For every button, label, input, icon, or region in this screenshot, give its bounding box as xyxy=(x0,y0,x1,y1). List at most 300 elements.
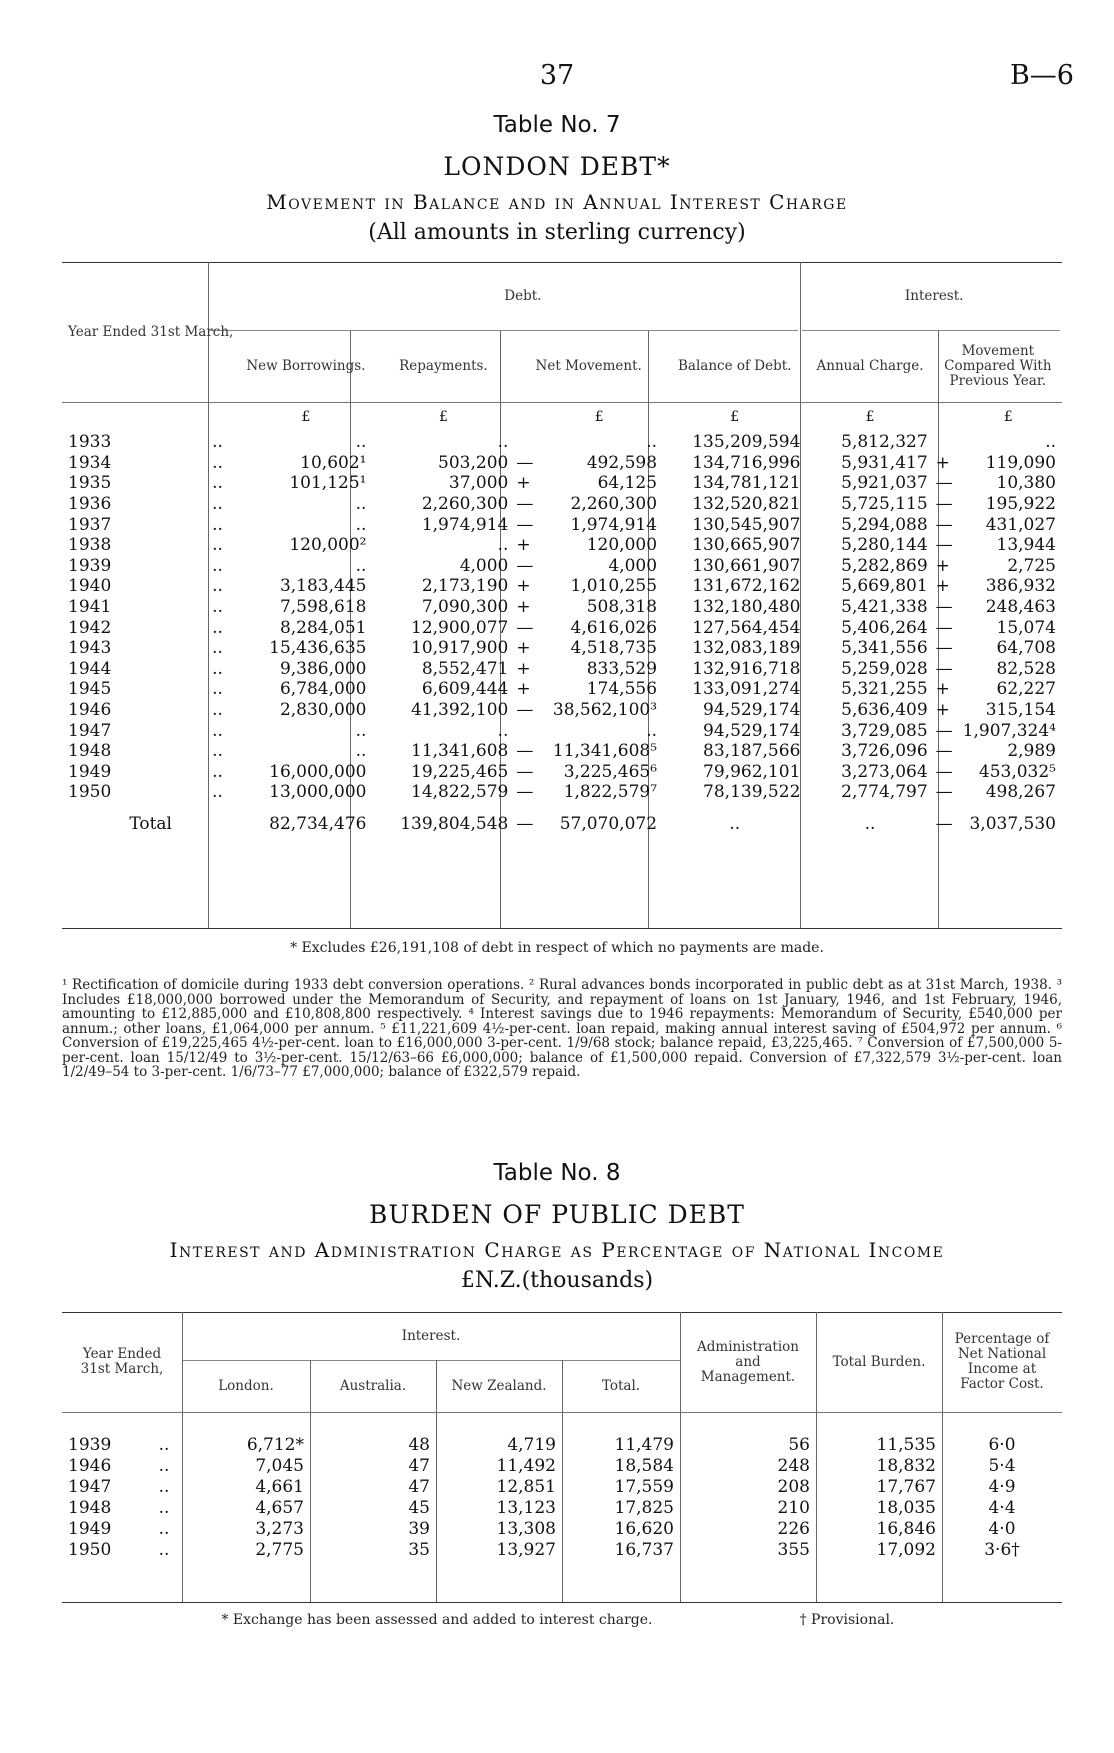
australia-interest: 47 xyxy=(408,1476,430,1497)
movement-compared: 248,463 xyxy=(985,597,1056,618)
net-sign: — xyxy=(516,741,534,762)
balance-of-debt: 130,545,907 xyxy=(692,514,801,535)
percentage-of-income: 4·9 xyxy=(988,1476,1016,1497)
table8-header-australia: Australia. xyxy=(339,1377,407,1394)
new-borrowings: 9,386,000 xyxy=(279,658,367,679)
table8-header-percentage: Percentage of Net National Income at Factor Cost. xyxy=(954,1331,1050,1392)
table-row xyxy=(62,1518,1062,1539)
total-burden: 16,846 xyxy=(876,1518,936,1539)
total-burden: 17,767 xyxy=(876,1476,936,1497)
table-row xyxy=(62,494,1062,515)
net-sign: — xyxy=(516,452,534,473)
table8-star-note: * Exchange has been assessed and added to interest charge. xyxy=(221,1612,653,1628)
total-annual-charge: .. xyxy=(864,813,876,834)
annual-charge: 5,812,327 xyxy=(841,432,928,453)
new-borrowings: 6,784,000 xyxy=(279,679,367,700)
movement-sign: + xyxy=(935,555,950,576)
net-movement: 4,000 xyxy=(608,555,658,576)
row-year: 1946 xyxy=(68,1455,112,1476)
total-interest: 11,479 xyxy=(614,1434,674,1455)
table8-header-admin: Administration and Management. xyxy=(697,1338,799,1385)
net-sign: + xyxy=(516,597,531,618)
table-row xyxy=(62,762,1062,783)
movement-compared: 10,380 xyxy=(996,473,1056,494)
movement-compared: 119,090 xyxy=(985,452,1056,473)
administration-charge: 355 xyxy=(777,1539,810,1560)
annual-charge: 2,774,797 xyxy=(841,782,928,803)
table-row xyxy=(62,556,1062,577)
new-borrowings: .. xyxy=(355,555,367,576)
repayments: 1,974,914 xyxy=(421,514,509,535)
row-dots: .. xyxy=(212,679,223,700)
total-repayments: 139,804,548 xyxy=(400,813,509,834)
total-burden: 18,832 xyxy=(876,1455,936,1476)
table-row xyxy=(62,659,1062,680)
movement-sign: — xyxy=(935,761,953,782)
net-movement: 38,562,100³ xyxy=(552,700,658,721)
movement-sign: — xyxy=(935,638,953,659)
repayments: 41,392,100 xyxy=(411,700,509,721)
annual-charge: 5,921,037 xyxy=(841,473,928,494)
repayments: .. xyxy=(497,432,509,453)
table-row xyxy=(62,720,1062,741)
row-year: 1948 xyxy=(68,1497,112,1518)
table8-dagger-note: † Provisional. xyxy=(799,1612,895,1628)
annual-charge: 5,282,869 xyxy=(841,555,928,576)
row-year: 1936 xyxy=(68,494,112,515)
table-row xyxy=(62,432,1062,453)
new-borrowings: .. xyxy=(355,432,367,453)
australia-interest: 35 xyxy=(408,1539,430,1560)
movement-sign: — xyxy=(935,658,953,679)
repayments: 11,341,608 xyxy=(411,741,509,762)
table8-header-interest: Interest. xyxy=(401,1327,461,1344)
net-movement: 3,225,465⁶ xyxy=(563,761,658,782)
net-sign: — xyxy=(516,761,534,782)
percentage-of-income: 4·0 xyxy=(988,1518,1016,1539)
net-sign: — xyxy=(516,617,534,638)
new-borrowings: 15,436,635 xyxy=(269,638,367,659)
row-dots: .. xyxy=(158,1434,170,1455)
london-interest: 6,712* xyxy=(246,1434,304,1455)
table-row xyxy=(62,473,1062,494)
new-zealand-interest: 13,927 xyxy=(496,1539,556,1560)
new-borrowings: 16,000,000 xyxy=(269,761,367,782)
net-movement: 4,518,735 xyxy=(570,638,658,659)
movement-sign: — xyxy=(935,617,953,638)
new-borrowings: .. xyxy=(355,514,367,535)
table-row xyxy=(62,1476,1062,1497)
table7-title: LONDON DEBT* xyxy=(443,152,671,181)
row-year: 1945 xyxy=(68,679,112,700)
repayments: 14,822,579 xyxy=(411,782,509,803)
administration-charge: 208 xyxy=(777,1476,810,1497)
net-sign: — xyxy=(516,782,534,803)
new-zealand-interest: 12,851 xyxy=(496,1476,556,1497)
table-row xyxy=(62,700,1062,721)
repayments: 6,609,444 xyxy=(421,679,509,700)
net-sign: + xyxy=(516,638,531,659)
balance-of-debt: 135,209,594 xyxy=(692,432,801,453)
repayments: 503,200 xyxy=(438,452,509,473)
row-dots: .. xyxy=(158,1455,170,1476)
row-year: 1942 xyxy=(68,617,112,638)
net-sign: + xyxy=(516,535,531,556)
net-movement: 492,598 xyxy=(586,452,658,473)
balance-of-debt: 134,716,996 xyxy=(692,452,801,473)
table-row xyxy=(62,514,1062,535)
movement-compared: 386,932 xyxy=(985,576,1056,597)
table-row xyxy=(62,576,1062,597)
balance-of-debt: 94,529,174 xyxy=(703,700,801,721)
australia-interest: 45 xyxy=(408,1497,430,1518)
annual-charge: 5,406,264 xyxy=(841,617,928,638)
balance-of-debt: 132,180,480 xyxy=(692,597,801,618)
total-label: Total xyxy=(129,813,172,834)
annual-charge: 5,341,556 xyxy=(841,638,928,659)
new-borrowings: 8,284,051 xyxy=(279,617,367,638)
table7-header-movement-compared: Movement Compared With Previous Year. xyxy=(944,342,1052,389)
table-row xyxy=(62,453,1062,474)
annual-charge: 5,636,409 xyxy=(841,700,928,721)
row-year: 1949 xyxy=(68,1518,112,1539)
annual-charge: 5,669,801 xyxy=(841,576,928,597)
movement-sign: + xyxy=(935,576,950,597)
australia-interest: 48 xyxy=(408,1434,430,1455)
new-zealand-interest: 4,719 xyxy=(507,1434,556,1455)
movement-compared: 15,074 xyxy=(996,617,1056,638)
unit-symbol: £ xyxy=(865,409,875,425)
table-row xyxy=(62,617,1062,638)
balance-of-debt: 130,661,907 xyxy=(692,555,801,576)
row-year: 1948 xyxy=(68,741,112,762)
balance-of-debt: 133,091,274 xyxy=(692,679,801,700)
new-borrowings: 2,830,000 xyxy=(279,700,367,721)
total-movement-sign: — xyxy=(935,813,953,834)
row-dots: .. xyxy=(212,700,223,721)
row-year: 1949 xyxy=(68,761,112,782)
table8-header-london: London. xyxy=(218,1377,274,1394)
net-movement: 508,318 xyxy=(586,597,658,618)
net-movement: 120,000 xyxy=(586,535,658,556)
row-dots: .. xyxy=(212,473,223,494)
net-movement: 1,010,255 xyxy=(570,576,658,597)
movement-compared: 1,907,324⁴ xyxy=(962,720,1056,741)
balance-of-debt: 79,962,101 xyxy=(703,761,801,782)
movement-compared: 2,725 xyxy=(1007,555,1056,576)
unit-symbol: £ xyxy=(438,409,448,425)
total-burden: 11,535 xyxy=(876,1434,936,1455)
new-zealand-interest: 13,123 xyxy=(496,1497,556,1518)
percentage-of-income: 3·6† xyxy=(984,1539,1020,1560)
row-dots: .. xyxy=(212,494,223,515)
table8 xyxy=(62,1312,1062,1560)
total-interest: 17,559 xyxy=(614,1476,674,1497)
movement-sign: + xyxy=(935,700,950,721)
annual-charge: 3,729,085 xyxy=(841,720,928,741)
repayments: 19,225,465 xyxy=(411,761,509,782)
repayments: 2,260,300 xyxy=(421,494,509,515)
new-borrowings: .. xyxy=(355,720,367,741)
movement-sign: — xyxy=(935,720,953,741)
total-movement: 3,037,530 xyxy=(969,813,1056,834)
row-year: 1943 xyxy=(68,638,112,659)
row-year: 1944 xyxy=(68,658,112,679)
table-row xyxy=(62,1455,1062,1476)
new-zealand-interest: 13,308 xyxy=(496,1518,556,1539)
annual-charge: 5,259,028 xyxy=(841,658,928,679)
table7-label: Table No. 7 xyxy=(493,112,621,138)
table7-subtitle: Movement in Balance and in Annual Interest Charge xyxy=(266,190,848,214)
row-dots: .. xyxy=(212,761,223,782)
table8-header-total: Total. xyxy=(601,1377,641,1394)
balance-of-debt: 134,781,121 xyxy=(692,473,801,494)
row-year: 1950 xyxy=(68,782,112,803)
row-dots: .. xyxy=(212,514,223,535)
page-number: 37 xyxy=(539,60,575,91)
repayments: 37,000 xyxy=(448,473,509,494)
table-row xyxy=(62,1497,1062,1518)
total-interest: 16,620 xyxy=(614,1518,674,1539)
total-net-movement: 57,070,072 xyxy=(559,813,658,834)
australia-interest: 39 xyxy=(408,1518,430,1539)
net-movement: 174,556 xyxy=(586,679,658,700)
table8-header-year: Year Ended 31st March, xyxy=(80,1346,164,1377)
movement-sign: — xyxy=(935,473,953,494)
row-year: 1934 xyxy=(68,452,112,473)
movement-compared: 498,267 xyxy=(985,782,1056,803)
percentage-of-income: 6·0 xyxy=(988,1434,1016,1455)
row-year: 1947 xyxy=(68,720,112,741)
annual-charge: 5,421,338 xyxy=(841,597,928,618)
table7-header-debt: Debt. xyxy=(504,287,542,304)
net-movement: 833,529 xyxy=(586,658,658,679)
new-borrowings: 13,000,000 xyxy=(269,782,367,803)
net-movement: .. xyxy=(646,432,658,453)
movement-sign: + xyxy=(935,679,950,700)
table-row xyxy=(62,1434,1062,1455)
unit-symbol: £ xyxy=(301,409,311,425)
unit-symbol: £ xyxy=(1003,409,1013,425)
administration-charge: 210 xyxy=(777,1497,810,1518)
new-borrowings: 120,000² xyxy=(289,535,367,556)
page-reference: B—6 xyxy=(1009,60,1074,91)
table8-title: BURDEN OF PUBLIC DEBT xyxy=(369,1200,745,1229)
london-interest: 4,657 xyxy=(255,1497,304,1518)
row-year: 1950 xyxy=(68,1539,112,1560)
movement-compared: 195,922 xyxy=(985,494,1056,515)
table8-header-new-zealand: New Zealand. xyxy=(451,1377,547,1394)
row-year: 1941 xyxy=(68,597,112,618)
table7-note: (All amounts in sterling currency) xyxy=(368,220,746,245)
row-dots: .. xyxy=(158,1476,170,1497)
row-dots: .. xyxy=(212,638,223,659)
new-zealand-interest: 11,492 xyxy=(496,1455,556,1476)
net-movement: 1,822,579⁷ xyxy=(563,782,658,803)
repayments: .. xyxy=(497,720,509,741)
net-sign xyxy=(514,720,535,741)
repayments: .. xyxy=(497,535,509,556)
row-year: 1933 xyxy=(68,432,112,453)
unit-symbol: £ xyxy=(594,409,604,425)
new-borrowings: 3,183,445 xyxy=(279,576,367,597)
net-sign: + xyxy=(516,473,531,494)
balance-of-debt: 78,139,522 xyxy=(703,782,801,803)
london-interest: 7,045 xyxy=(255,1455,304,1476)
table8-note: £N.Z.(thousands) xyxy=(460,1268,654,1293)
repayments: 12,900,077 xyxy=(411,617,509,638)
table-row xyxy=(62,741,1062,762)
movement-compared: 13,944 xyxy=(996,535,1056,556)
table7-bottom-rule xyxy=(62,928,1062,929)
row-dots: .. xyxy=(212,452,223,473)
table7-header-new-borrowings: New Borrowings. xyxy=(246,357,366,374)
net-sign: + xyxy=(516,576,531,597)
row-dots: .. xyxy=(212,535,223,556)
movement-compared: .. xyxy=(1045,432,1056,453)
net-movement: 4,616,026 xyxy=(570,617,658,638)
repayments: 10,917,900 xyxy=(411,638,509,659)
balance-of-debt: 94,529,174 xyxy=(703,720,801,741)
row-dots: .. xyxy=(158,1539,170,1560)
new-borrowings: 10,602¹ xyxy=(300,452,367,473)
net-movement: 11,341,608⁵ xyxy=(552,741,658,762)
total-burden: 18,035 xyxy=(876,1497,936,1518)
net-movement: 64,125 xyxy=(597,473,658,494)
movement-sign: — xyxy=(935,782,953,803)
table7-header-balance: Balance of Debt. xyxy=(677,357,792,374)
percentage-of-income: 5·4 xyxy=(988,1455,1016,1476)
row-year: 1939 xyxy=(68,555,112,576)
table-row xyxy=(62,638,1062,659)
row-year: 1935 xyxy=(68,473,112,494)
table7-total-row xyxy=(62,811,1062,837)
total-burden: 17,092 xyxy=(876,1539,936,1560)
net-sign xyxy=(514,432,535,453)
net-movement: 1,974,914 xyxy=(570,514,658,535)
london-interest: 2,775 xyxy=(255,1539,304,1560)
table7-header-interest: Interest. xyxy=(904,287,964,304)
repayments: 2,173,190 xyxy=(421,576,509,597)
total-net-sign: — xyxy=(516,813,534,834)
percentage-of-income: 4·4 xyxy=(988,1497,1016,1518)
balance-of-debt: 83,187,566 xyxy=(703,741,801,762)
london-interest: 3,273 xyxy=(255,1518,304,1539)
row-dots: .. xyxy=(212,720,223,741)
movement-sign: — xyxy=(935,741,953,762)
australia-interest: 47 xyxy=(408,1455,430,1476)
annual-charge: 5,931,417 xyxy=(841,452,928,473)
movement-compared: 82,528 xyxy=(996,658,1056,679)
annual-charge: 5,725,115 xyxy=(841,494,928,515)
annual-charge: 3,726,096 xyxy=(841,741,928,762)
row-dots: .. xyxy=(212,617,223,638)
table7-star-note: * Excludes £26,191,108 of debt in respect of which no payments are made. xyxy=(290,940,824,956)
annual-charge: 5,321,255 xyxy=(841,679,928,700)
total-interest: 18,584 xyxy=(614,1455,674,1476)
row-dots: .. xyxy=(212,432,223,453)
net-movement: .. xyxy=(646,720,658,741)
total-interest: 16,737 xyxy=(614,1539,674,1560)
balance-of-debt: 131,672,162 xyxy=(692,576,801,597)
row-year: 1946 xyxy=(68,700,112,721)
movement-compared: 315,154 xyxy=(985,700,1056,721)
row-dots: .. xyxy=(212,782,223,803)
balance-of-debt: 130,665,907 xyxy=(692,535,801,556)
annual-charge: 3,273,064 xyxy=(841,761,928,782)
movement-compared: 431,027 xyxy=(985,514,1056,535)
unit-symbol: £ xyxy=(730,409,740,425)
total-new-borrowings: 82,734,476 xyxy=(269,813,367,834)
net-sign: — xyxy=(516,514,534,535)
row-year: 1940 xyxy=(68,576,112,597)
net-sign: — xyxy=(516,494,534,515)
row-year: 1939 xyxy=(68,1434,112,1455)
table7-header-net-movement: Net Movement. xyxy=(535,357,642,374)
movement-sign: — xyxy=(935,514,953,535)
net-sign: — xyxy=(516,700,534,721)
administration-charge: 226 xyxy=(777,1518,810,1539)
new-borrowings: .. xyxy=(355,494,367,515)
annual-charge: 5,280,144 xyxy=(841,535,928,556)
new-borrowings: 101,125¹ xyxy=(289,473,367,494)
table-row xyxy=(62,782,1062,803)
table7-header-repayments: Repayments. xyxy=(399,357,488,374)
table-row xyxy=(62,1539,1062,1560)
table8-bottom-rule xyxy=(62,1602,1062,1603)
row-dots: .. xyxy=(212,555,223,576)
balance-of-debt: 127,564,454 xyxy=(692,617,801,638)
annual-charge: 5,294,088 xyxy=(841,514,928,535)
table8-header-total-burden: Total Burden. xyxy=(832,1353,926,1370)
balance-of-debt: 132,083,189 xyxy=(692,638,801,659)
table7-footnotes: ¹ Rectification of domicile during 1933 debt conversion operations. ² Rural advances bonds incorporated in public debt as at 31st March, 1938. ³ Includes £18,000,000 borrowed under the Memorandum of Security, and repayment of loans on 1st January, 1946, and 1st February, 1946, amounting to £12,885,000 and £10,808,800 respectively. ⁴ Interest savings due to 1946 repayments: Memorandum of Security, £540,000 per annum.; other loans, £1,064,000 per annum. ⁵ £11,221,609 4½-per-cent. loan repaid, making annual interest saving of £504,972 per annum. ⁶ Conversion of £19,225,465 4½-per-cent. loan to £16,000,000 3-per-cent. 1/9/68 stock; balance repaid, £3,225,465. ⁷ Conversion of £7,500,000 5-per-cent. loan 15/12/49 to 3½-per-cent. 15/12/63–66 £6,000,000; balance of £1,500,000 repaid. Conversion of £7,322,579 3½-per-cent. loan 1/2/49–54 to 3-per-cent. 1/6/73–77 £7,000,000; balance of £322,579 repaid. xyxy=(62,977,1062,1080)
london-interest: 4,661 xyxy=(255,1476,304,1497)
new-borrowings: 7,598,618 xyxy=(279,597,367,618)
repayments: 8,552,471 xyxy=(421,658,509,679)
administration-charge: 248 xyxy=(777,1455,810,1476)
table8-label: Table No. 8 xyxy=(493,1160,621,1186)
net-sign: — xyxy=(516,555,534,576)
movement-sign: — xyxy=(935,535,953,556)
row-dots: .. xyxy=(212,741,223,762)
movement-sign: — xyxy=(935,494,953,515)
new-borrowings: .. xyxy=(355,741,367,762)
movement-compared: 2,989 xyxy=(1007,741,1056,762)
movement-compared: 64,708 xyxy=(996,638,1056,659)
table7 xyxy=(62,262,1062,837)
table-row xyxy=(62,597,1062,618)
table-row xyxy=(62,679,1062,700)
movement-sign: — xyxy=(935,597,953,618)
row-year: 1937 xyxy=(68,514,112,535)
net-movement: 2,260,300 xyxy=(570,494,658,515)
table8-subtitle: Interest and Administration Charge as Percentage of National Income xyxy=(169,1238,945,1262)
movement-compared: 62,227 xyxy=(996,679,1056,700)
balance-of-debt: 132,520,821 xyxy=(692,494,801,515)
movement-sign xyxy=(934,432,955,453)
repayments: 7,090,300 xyxy=(421,597,509,618)
row-dots: .. xyxy=(212,597,223,618)
movement-sign: + xyxy=(935,452,950,473)
row-dots: .. xyxy=(158,1497,170,1518)
row-dots: .. xyxy=(212,658,223,679)
row-year: 1938 xyxy=(68,535,112,556)
row-dots: .. xyxy=(212,576,223,597)
balance-of-debt: 132,916,718 xyxy=(692,658,801,679)
administration-charge: 56 xyxy=(788,1434,810,1455)
total-interest: 17,825 xyxy=(614,1497,674,1518)
